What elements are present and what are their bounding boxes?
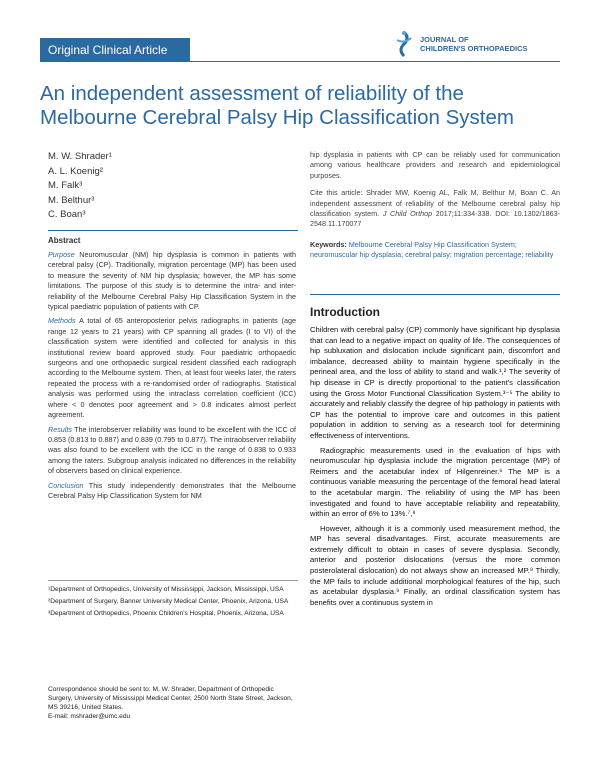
correspondence	[48, 685, 298, 721]
article-title: An independent assessment of reliability of the Melbourne Cerebral Palsy Hip Classification System	[40, 82, 514, 129]
abstract-text: Neuromuscular (NM) hip dysplasia is common in patients with cerebral palsy (CP). Traditionally, migration percentage (MP) has been used to measure the severity of NM hip dysplasia; however, the MP has some limitations. The purpose of this study is to determine the intra- and inter-reliability of the Melbourne Cerebral Palsy Hip Classification System in the typical paediatric population of patients with CP.	[48, 250, 296, 312]
footnote-rule	[48, 580, 298, 581]
abstract-purpose	[48, 250, 296, 312]
paragraph: Children with cerebral palsy (CP) commonly have significant hip dysplasia that can lead to a negative impact on quality of life. The consequences of hip subluxation and dislocation include significant pain, discomfort and imbalance, decreased ability to maintain hygiene specifically in the perineal area, and the loss of ability to stand and walk.¹,² The severity of hip disease in CP is directly proportional to the patient's classification using the Gross Motor Functional Classification System.³⁻⁵ The ability to accurately and reliably classify the degree of hip pathology in patients with CP has the potential to improve care and outcomes in this patient population in addition to serving as a research tool for determining effectiveness of interventions.	[310, 325, 560, 440]
citation	[310, 188, 560, 230]
introduction-body	[310, 325, 560, 608]
keywords	[310, 240, 560, 261]
affiliations	[48, 585, 298, 621]
affiliation: ²Department of Surgery, Banner University Medical Center, Phoenix, Arizona, USA	[48, 598, 289, 605]
affiliation: ¹Department of Orthopedics, University of Mississippi, Jackson, Mississippi, USA	[48, 586, 284, 593]
keywords-label: Keywords:	[310, 239, 347, 249]
introduction-heading: Introduction	[310, 305, 380, 319]
author: M. Belthur³	[48, 194, 95, 206]
correspondence-address: Correspondence should be sent to: M. W. Shrader, Department of Orthopedic Surgery, University of Mississippi Medical Center, 2500 North State Street, Jackson, MS 39216, United States.	[48, 686, 293, 711]
abstract-results	[48, 425, 296, 477]
abstract-lead: Results	[48, 424, 72, 434]
abstract-text: The interobserver reliability was found to be excellent with the ICC of 0.853 (0.813 to 0.887) and 0.839 (0.795 to 0.877). The intraobserver reliability was also found to be excellent with the ICC in the range of 0.838 to 0.933 among the raters. Subgroup analysis indicated no differences in the reliability of observers based on clinical experience.	[48, 424, 296, 476]
author-list	[48, 150, 112, 223]
abstract-top-rule	[48, 230, 298, 231]
journal-logo	[393, 30, 527, 58]
citation-details: 2017;11:334-338. DOI: 10.1302/1863-2548.11.170077	[310, 209, 560, 229]
journal-name-line2: CHILDREN'S ORTHOPAEDICS	[420, 44, 528, 53]
abstract-conclusion	[48, 481, 296, 502]
keywords-list: Melbourne Cerebral Palsy Hip Classification System; neuromuscular hip dysplasia; cerebral palsy; migration percentage; reliability	[310, 239, 554, 260]
abstract	[48, 236, 296, 505]
citation-text: Cite this article: Shrader MW, Koenig AL, Falk M, Belthur M, Boan C. An independent assessment of reliability of the Melbourne cerebral palsy hip classification system.	[310, 188, 560, 219]
abstract-continuation: hip dysplasia in patients with CP can be reliably used for communication among various healthcare providers and research and epidemiological purposes.	[310, 150, 560, 180]
abstract-lead: Conclusion	[48, 480, 84, 490]
abstract-lead: Purpose	[48, 250, 75, 259]
author: A. L. Koenig²	[48, 165, 103, 177]
abstract-text: A total of 65 anteroposterior pelvis radiographs in patients (age range 12 years to 21 years) with CP spanning all grades (I to VI) of the classification system were identified and collected for analysis in this institutional review board approved study. Four paediatric orthopaedic surgeons and one orthopaedic surgical resident classified each radiograph according to the Melbourne system. Then, at least four weeks later, the raters repeated the process with a re-randomised order of radiographs. Statistical analysis was performed using the intraclass correlation coefficient (ICC) where < 0 denotes poor agreement and > 0.8 indicates almost perfect agreement.	[48, 316, 296, 420]
abstract-lead: Methods	[48, 316, 76, 326]
abstract-heading: Abstract	[48, 236, 81, 245]
author: M. Falk³	[48, 180, 83, 191]
author: C. Boan³	[48, 209, 86, 220]
paragraph: However, although it is a commonly used measurement method, the MP has several disadvantages. First, accurate measurements are extremely difficult to obtain in cases of severe dysplasia. Secondly, anterior and posterior dislocations (versus the more common posterolateral dislocation) do not always show an increased MP.⁹ Thirdly, the MP fails to include additional morphological features of the hip, such as acetabular dysplasia.⁹ Finally, an ordinal classification system has benefits over a continuous system in	[310, 523, 560, 607]
correspondence-email: E-mail: mshrader@umc.edu	[48, 713, 131, 720]
journal-name-line1: JOURNAL OF	[420, 35, 469, 44]
introduction-rule	[310, 294, 560, 295]
abstract-text: This study independently demonstrates that the Melbourne Cerebral Palsy Hip Classification System for NM	[48, 480, 296, 500]
affiliation: ³Department of Orthopedics, Phoenix Children's Hospital, Phoenix, Arizona, USA	[48, 610, 284, 617]
right-column-front-matter	[310, 150, 560, 261]
citation-journal: J Child Orthop	[382, 209, 433, 219]
paragraph: Radiographic measurements used in the evaluation of hips with neuromuscular hip dysplasia include the migration percentage (MP) of Reimers and the acetabular index of Hilgenreiner.⁶ The MP is a continuous variable measuring the percentage of the femoral head lateral to the acetabular margin. The reliability of using the MP has been investigated and found to have acceptable reliability and repeatability, within an error of 6% to 13%.⁷,⁸	[310, 445, 560, 519]
author: M. W. Shrader¹	[48, 151, 112, 162]
article-type-label: Original Clinical Article	[40, 38, 190, 62]
abstract-methods	[48, 316, 296, 420]
header-rule	[190, 61, 560, 62]
journal-logo-icon	[393, 30, 415, 58]
